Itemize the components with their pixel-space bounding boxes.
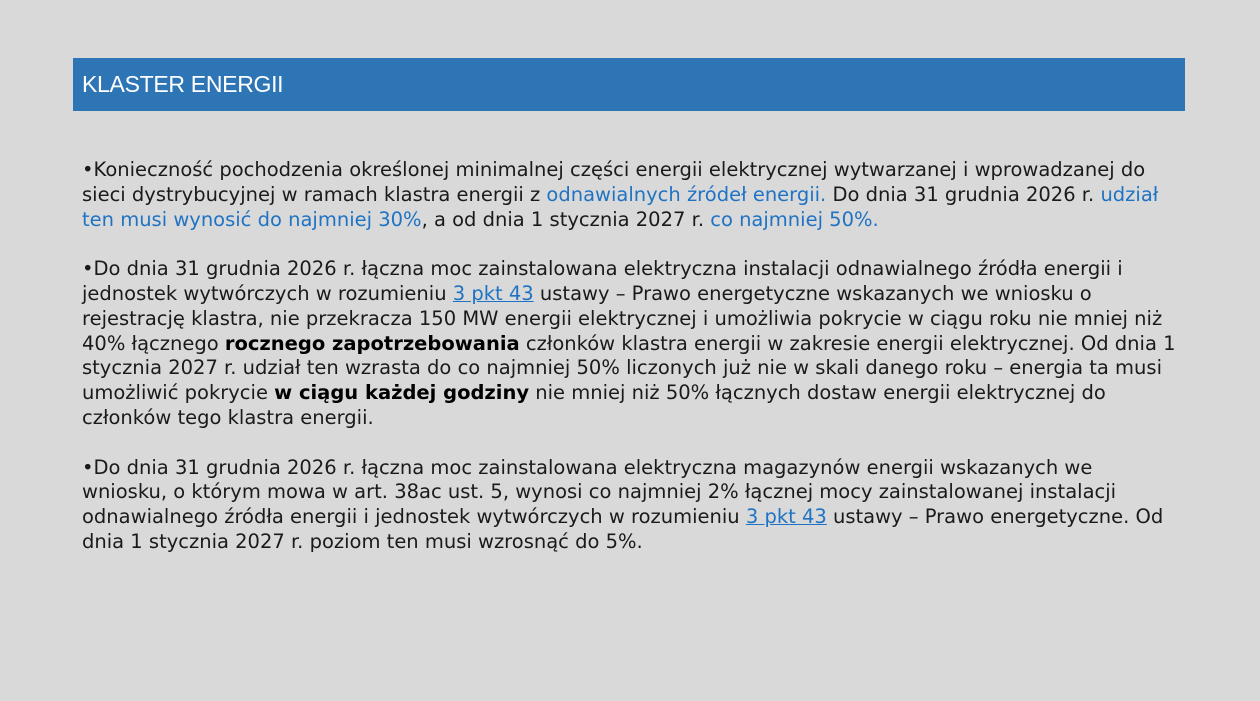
text: Do dnia 31 grudnia 2026 r.: [826, 182, 1101, 206]
paragraph-2: [82, 257, 1182, 431]
paragraph-1: [82, 158, 1182, 232]
text: nie mniej niż 50% łącznych dostaw energii elektrycznej do członków tego klastra energii.: [82, 381, 1106, 429]
highlight-share-50: co najmniej 50%.: [710, 207, 879, 231]
law-reference-link[interactable]: 3 pkt 43: [452, 281, 534, 305]
highlight-renewables: odnawialnych źródeł energii.: [546, 182, 827, 206]
paragraph-3: [82, 456, 1182, 555]
text: członków klastra energii w zakresie energii elektrycznej. Od dnia 1 stycznia 2027 r. udział ten wzrasta do co najmniej 50% liczonych już nie w skali danego roku – energia ta musi umożliwić pokrycie: [82, 331, 1176, 405]
text: •Do dnia 31 grudnia 2026 r. łączna moc zainstalowana elektryczna instalacji odnawialnego źródła energii i jednostek wytwórczych w rozumieniu: [82, 257, 1123, 305]
highlight-share-30: udział ten musi wynosić do najmniej 30%: [82, 182, 1159, 231]
text: , a od dnia 1 stycznia 2027 r.: [421, 207, 711, 231]
law-reference-link[interactable]: 3 pkt 43: [745, 505, 827, 529]
slide-body: [82, 158, 1182, 580]
text: ustawy – Prawo energetyczne wskazanych we wniosku o rejestrację klastra, nie przekracza 150 MW energii elektrycznej i umożliwia pokrycie w ciągu roku nie mniej niż 40% łącznego: [82, 281, 1163, 355]
slide-title: KLASTER ENERGII: [82, 71, 284, 97]
title-bar: [73, 58, 1185, 111]
bold-every-hour: w ciągu każdej godziny: [274, 381, 530, 405]
text: ustawy – Prawo energetyczne. Od dnia 1 stycznia 2027 r. poziom ten musi wzrosnąć do 5%.: [82, 505, 1164, 553]
bold-annual-demand: rocznego zapotrzebowania: [224, 331, 520, 355]
text: •Do dnia 31 grudnia 2026 r. łączna moc zainstalowana elektryczna magazynów energii wskazanych we wniosku, o którym mowa w art. 38ac ust. 5, wynosi co najmniej 2% łącznej mocy zainstalowanej instalacji odnawialnego źródła energii i jednostek wytwórczych w rozumieniu: [82, 455, 1117, 529]
text: •Konieczność pochodzenia określonej minimalnej części energii elektrycznej wytwarzanej i wprowadzanej do sieci dystrybucyjnej w ramach klastra energii z: [82, 158, 1146, 206]
